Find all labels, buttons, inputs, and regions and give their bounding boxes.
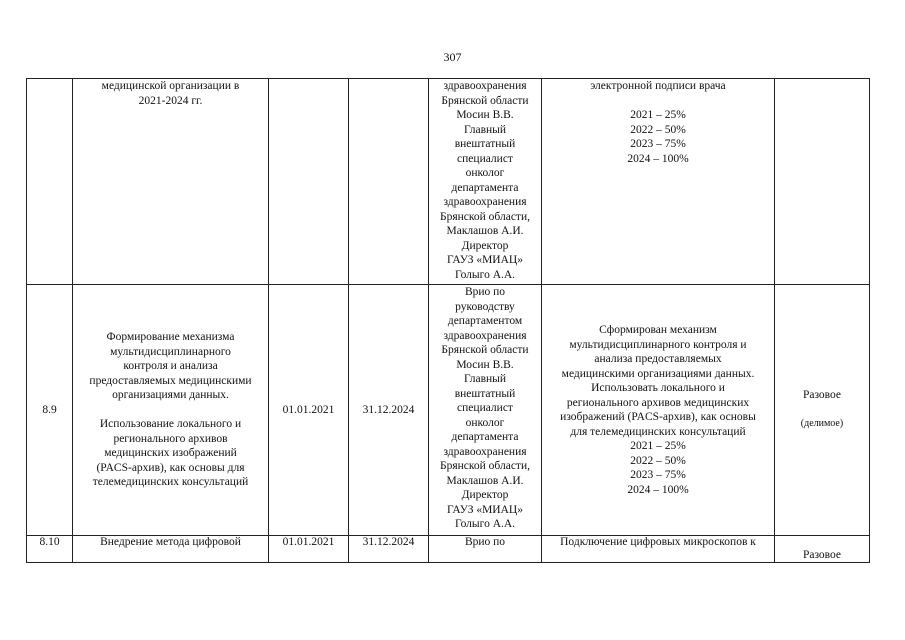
cell-start-date xyxy=(269,79,349,285)
cell-end-date: 31.12.2024 xyxy=(349,285,429,536)
cell-start-date: 01.01.2021 xyxy=(269,285,349,536)
cell-result: Сформирован механизм мультидисциплинарного контроля и анализа предоставляемых медицинскими организациями данных. Использовать локального и регионального архивов медицинских изображений (PACS-архив), как основы для телемедицинских консультаций 2021 – 25% 2022 – 50% 2023 – 75% 2024 – 100% xyxy=(542,285,775,536)
cell-start-date: 01.01.2021 xyxy=(269,536,349,563)
cell-end-date: 31.12.2024 xyxy=(349,536,429,563)
cell-responsible: здравоохранения Брянской области Мосин В.В. Главный внештатный специалист онколог департамента здравоохранения Брянской области, Маклашов А.И. Директор ГАУЗ «МИАЦ» Голыго А.А. xyxy=(429,79,542,285)
table-row xyxy=(27,285,870,536)
cell-responsible: Врио по руководству департаментом здравоохранения Брянской области Мосин В.В. Главный внештатный специалист онколог департамента здравоохранения Брянской области, Маклашов А.И. Директор ГАУЗ «МИАЦ» Голыго А.А. xyxy=(429,285,542,536)
type-note: (делимое) xyxy=(800,418,844,430)
cell-measure-name: медицинской организации в 2021-2024 гг. xyxy=(73,79,269,285)
cell-number: 8.10 xyxy=(27,536,73,563)
cell-measure-name: Внедрение метода цифровой xyxy=(73,536,269,563)
cell-result: электронной подписи врача 2021 – 25% 2022 – 50% 2023 – 75% 2024 – 100% xyxy=(542,79,775,285)
type-label: Разовое xyxy=(802,549,842,561)
cell-end-date xyxy=(349,79,429,285)
measures-table xyxy=(26,78,870,563)
cell-result: Подключение цифровых микроскопов к xyxy=(542,536,775,563)
cell-number: 8.9 xyxy=(27,285,73,536)
cell-responsible: Врио по xyxy=(429,536,542,563)
table-row xyxy=(27,79,870,285)
cell-type xyxy=(775,79,870,285)
table-row xyxy=(27,536,870,563)
cell-number xyxy=(27,79,73,285)
page-number: 307 xyxy=(443,50,462,64)
cell-measure-name: Формирование механизма мультидисциплинарного контроля и анализа предоставляемых медицинскими организациями данных. Использование локального и регионального архивов медицинских изображений (PACS-архив), как основы для телемедицинских консультаций xyxy=(73,285,269,536)
type-label: Разовое xyxy=(802,389,842,402)
cell-type xyxy=(775,285,870,536)
cell-type xyxy=(775,536,870,563)
